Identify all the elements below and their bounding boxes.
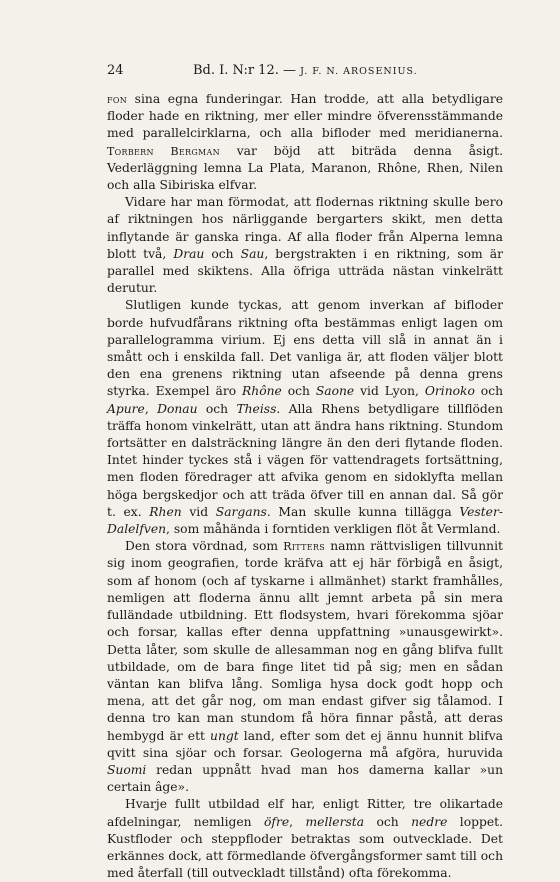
p3-text-a: Slutligen kunde tyckas, att genom inverkan af bifloder borde hufvudfårans riktning ofta bestämmas enligt lagen om parallelogramma virium. Ej ens detta vill slå in annat än i smått och i enskilda fall. Det vanliga är, att floden väljer blott den ena grenens riktning utan afseende på denna grens styrka. Exempel äro [107,298,503,399]
page-number: 24 [107,63,124,78]
p2-text: Vidare har man förmodat, att flodernas riktning skulle bero af riktningen hos närliggande bergarters skikt, men detta inflytande är ganska ringa. Af alla floder från Alperna lemna blott två, [107,195,503,261]
continued-word: fon [107,93,128,106]
river-sau: Sau [240,246,265,261]
p3-and-2: och [474,384,504,399]
p3-and-1: och [281,384,316,399]
p3-comma: , [144,401,158,416]
river-drau: Drau [173,246,205,261]
river-rhone: Rhône [242,384,282,399]
river-rhen: Rhen [149,504,182,519]
p3-text-d: , som måhända i forntiden verkligen flöt åt Vermland. [166,522,501,537]
p1-text-a: sina egna funderingar. Han trodde, att alla betydligare floder hade en riktning, mer eller mindre öfverensstämmande med parallelcirklarna, och alla bifloder med meridianerna. [107,92,503,141]
river-saone: Saone [315,384,355,399]
river-orinoko: Orinoko [424,384,475,399]
river-apure: Apure [107,401,145,416]
place-sargans: Sargans [215,504,267,519]
p2-end: , bergstrakten i en riktning, som är parallel med skiktens. Alla öfriga utträda nästan vinkelrätt derutur. [107,246,503,296]
river-theiss: Theiss [236,401,277,416]
p3-text-c: . Man skulle kunna tillägga [266,504,460,519]
p5-comma: , [289,814,306,829]
p1-text-b: var böjd att biträda denna åsigt. Vederläggning lemna La Plata, Maranon, Rhône, Rhen, Nilen och alla Sibiriska elfvar. [107,143,503,193]
p2-and: och [204,246,241,261]
page-body [107,91,503,882]
p5-text-a: Hvarje fullt utbildad elf har, enligt Ritter, tre olikartade afdelningar, nemligen [107,797,503,829]
p4-text-a: Den stora vördnad, som [125,539,284,554]
paragraph-3 [107,297,503,538]
paragraph-2 [107,194,503,297]
term-mellersta: mellersta [305,814,365,829]
p3-and-3: och [197,401,237,416]
author-name: J. F. N. AROSENIUS. [300,66,418,77]
paragraph-1 [107,91,503,194]
emphasis-suomi: Suomi [107,762,147,777]
p4-text-c: land, efter som det ej ännu hunnit blifva qvitt sina sjöar och forsar. Geologerna må afgöra, huruvida [107,728,503,760]
running-header [107,62,503,80]
p4-text-d: redan uppnått hvad man hos damerna kallar »un certain âge». [107,762,503,795]
volume-number: Bd. I. N:r 12. — [193,63,296,78]
cited-name-ritter: Ritters [283,540,325,554]
p3-text-b: . Alla Rhens betydligare tillflöden träffa honom vinkelrätt, utan att ändra hans riktning. Stundom fortsätter en dalsträckning längre än den deri flytande floden. Intet hinder tyckes stå i vägen för vattendragets fortsättning, men floden föredrager att afvika genom en sidoklyfta mellan höga bergskedjor och att träda öfver till en annan dal. Så gör t. ex. [107,401,503,519]
paragraph-4 [107,538,503,796]
emphasis-ungt: ungt [210,728,239,743]
paragraph-5 [107,796,503,882]
p5-and: och [364,814,412,829]
river-donau: Donau [157,401,198,416]
term-ofre: öfre [264,814,290,829]
p3-at-lyon: vid Lyon, [354,384,425,399]
p5-text-b: loppet. Kustfloder och steppfloder betraktas som outvecklade. Det erkännes dock, att förmedlande öfvergångsformer samt till och med återfall (till outveckladt tillstånd) ofta förekomma. [107,814,503,881]
river-vester-dalelfven: Vester-Dalelfven [107,504,503,537]
p3-at: vid [181,504,216,519]
running-title [193,62,418,81]
cited-name-bergman: Torbern Bergman [107,144,220,158]
term-nedre: nedre [411,814,448,829]
p4-text-b: namn rättvisligen tillvunnit sig inom geografien, torde kräfva att ej här förbigå en åsigt, som af honom (och af tyskarne i allmänhet) starkt framhålles, nemligen att floderna ännu allt jemnt arbeta på sin mera fulländade utbildning. Ett flodsystem, hvari förekomma sjöar och forsar, kallas efter denna uppfattning »unausgewirkt». Detta låter, som skulle de allesamman nog en gång blifva fullt utbildade, om de bara finge litet tid på sig; men en sådan väntan kan blifva lång. Somliga hysa dock godt hopp och mena, att det går nog, om man endast gifver sig tålamod. I denna tro kan man stundom få höra finnar påstå, att deras hembygd är ett [107,539,503,743]
